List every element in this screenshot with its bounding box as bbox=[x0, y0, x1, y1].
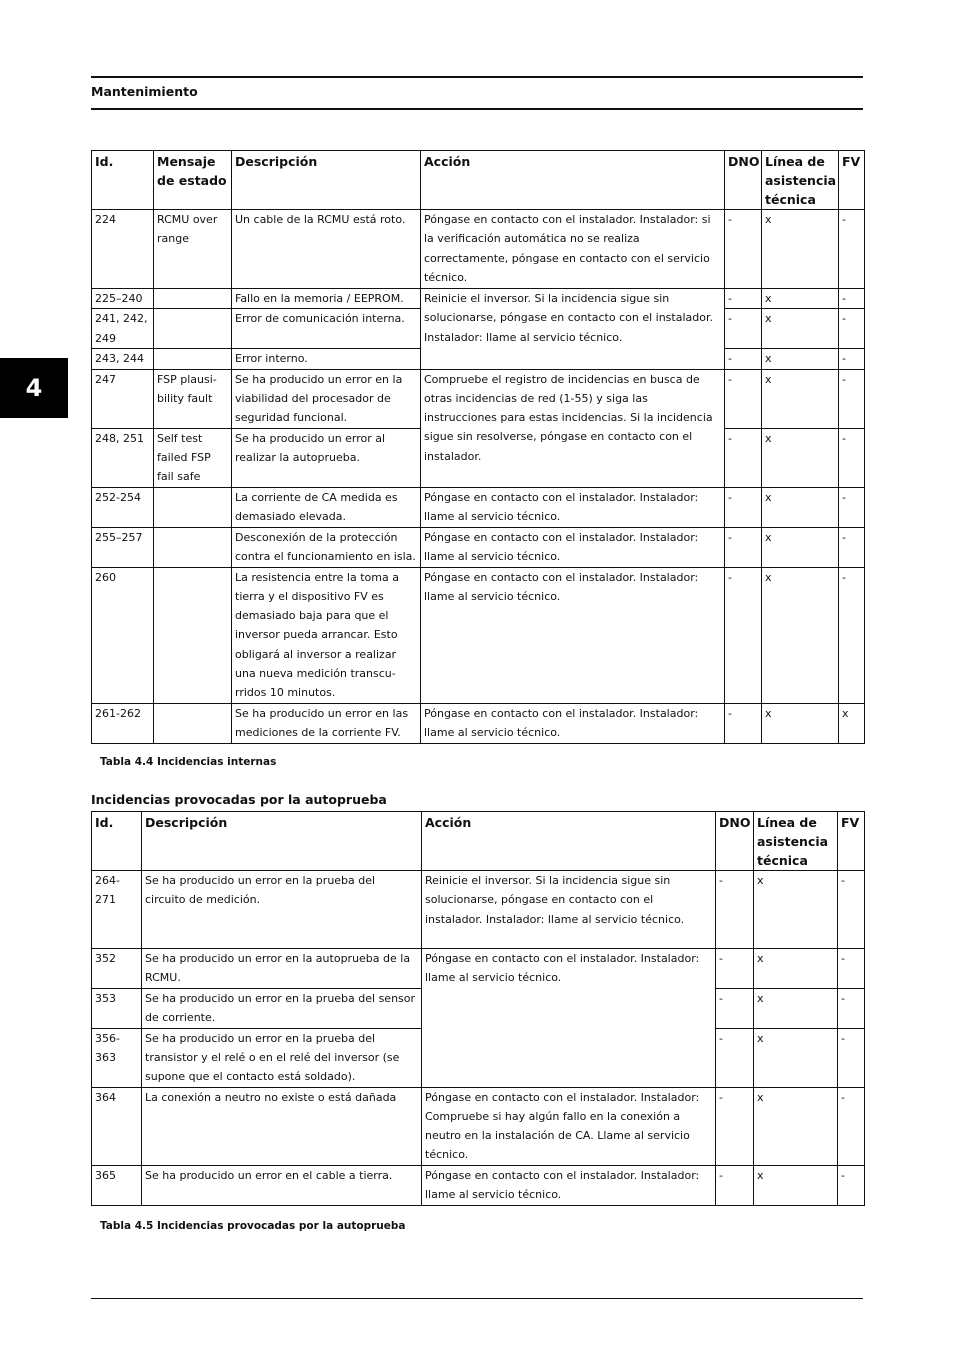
cell-action: Compruebe el registro de incidencias en busca de otras incidencias de red (1-55) y siga las instrucciones para estas incidencias. Si la incidencia sigue sin resolverse, póngase en contacto con el instalador. bbox=[421, 369, 725, 487]
cell-action: Póngase en contacto con el instalador. Instalador: llame al servicio técnico. bbox=[421, 567, 725, 703]
table-row bbox=[92, 1087, 865, 1165]
column-header-dno: DNO bbox=[725, 151, 762, 210]
cell-support-line: x bbox=[762, 289, 839, 309]
cell-dno: - bbox=[716, 871, 754, 949]
cell-dno: - bbox=[725, 369, 762, 428]
cell-dno: - bbox=[725, 567, 762, 703]
column-header-fv: FV bbox=[839, 151, 865, 210]
cell-id: 247 bbox=[92, 369, 154, 428]
header-bottom-rule bbox=[91, 108, 863, 110]
cell-action: Póngase en contacto con el instalador. Instalador: si la verificación automática no se realiza correctamente, póngase en contacto con el servicio técnico. bbox=[421, 210, 725, 289]
table-caption: Tabla 4.5 Incidencias provocadas por la autoprueba bbox=[100, 1220, 406, 1232]
cell-status bbox=[154, 527, 232, 567]
chapter-tab: 4 bbox=[0, 358, 68, 418]
cell-dno: - bbox=[716, 949, 754, 989]
cell-status: RCMU over range bbox=[154, 210, 232, 289]
cell-fv: - bbox=[839, 428, 865, 487]
cell-dno: - bbox=[716, 1028, 754, 1087]
column-header-description: Descripción bbox=[142, 812, 422, 871]
cell-fv: - bbox=[839, 349, 865, 369]
cell-dno: - bbox=[725, 289, 762, 309]
cell-status bbox=[154, 289, 232, 309]
cell-support-line: x bbox=[762, 210, 839, 289]
cell-fv: x bbox=[839, 703, 865, 743]
cell-action: Póngase en contacto con el instalador. Instalador: llame al servicio técnico. bbox=[422, 949, 716, 1088]
cell-id: 264-271 bbox=[92, 871, 142, 949]
cell-fv: - bbox=[838, 949, 865, 989]
table-row bbox=[92, 567, 865, 703]
cell-description: Se ha producido un error en las mediciones de la corriente FV. bbox=[232, 703, 421, 743]
header-top-rule bbox=[91, 76, 863, 78]
cell-fv: - bbox=[839, 210, 865, 289]
internal-events-table bbox=[91, 150, 865, 744]
cell-support-line: x bbox=[762, 567, 839, 703]
cell-dno: - bbox=[716, 1165, 754, 1205]
cell-id: 353 bbox=[92, 989, 142, 1029]
cell-status bbox=[154, 349, 232, 369]
column-header-dno: DNO bbox=[716, 812, 754, 871]
cell-description: Se ha producido un error al realizar la autoprueba. bbox=[232, 428, 421, 487]
cell-status bbox=[154, 567, 232, 703]
cell-support-line: x bbox=[754, 949, 838, 989]
cell-description: Se ha producido un error en la viabilidad del procesador de seguridad funcional. bbox=[232, 369, 421, 428]
cell-dno: - bbox=[725, 527, 762, 567]
cell-id: 365 bbox=[92, 1165, 142, 1205]
cell-fv: - bbox=[838, 1087, 865, 1165]
cell-support-line: x bbox=[762, 349, 839, 369]
cell-support-line: x bbox=[762, 487, 839, 527]
column-header-support-line: Línea de asistencia técnica bbox=[762, 151, 839, 210]
cell-id: 261-262 bbox=[92, 703, 154, 743]
cell-id: 248, 251 bbox=[92, 428, 154, 487]
cell-id: 252-254 bbox=[92, 487, 154, 527]
cell-description: Un cable de la RCMU está roto. bbox=[232, 210, 421, 289]
cell-status bbox=[154, 487, 232, 527]
table-row bbox=[92, 289, 865, 309]
column-header-id: Id. bbox=[92, 812, 142, 871]
column-header-fv: FV bbox=[838, 812, 865, 871]
cell-support-line: x bbox=[754, 1165, 838, 1205]
column-header-id: Id. bbox=[92, 151, 154, 210]
cell-fv: - bbox=[839, 369, 865, 428]
page-header-title: Mantenimiento bbox=[91, 84, 198, 99]
cell-status: Self test failed FSP fail safe bbox=[154, 428, 232, 487]
cell-fv: - bbox=[839, 527, 865, 567]
section-heading: Incidencias provocadas por la autoprueba bbox=[91, 792, 387, 807]
cell-action: Póngase en contacto con el instalador. Instalador: llame al servicio técnico. bbox=[421, 527, 725, 567]
self-test-events-table bbox=[91, 811, 865, 1206]
cell-fv: - bbox=[838, 1165, 865, 1205]
cell-id: 260 bbox=[92, 567, 154, 703]
cell-support-line: x bbox=[754, 871, 838, 949]
column-header-support-line: Línea de asistencia técnica bbox=[754, 812, 838, 871]
cell-id: 352 bbox=[92, 949, 142, 989]
table-header-row bbox=[92, 151, 865, 210]
cell-description: La corriente de CA medida es demasiado elevada. bbox=[232, 487, 421, 527]
table-row bbox=[92, 487, 865, 527]
cell-fv: - bbox=[839, 567, 865, 703]
cell-support-line: x bbox=[762, 309, 839, 349]
cell-support-line: x bbox=[762, 428, 839, 487]
cell-description: Se ha producido un error en la prueba del sensor de corriente. bbox=[142, 989, 422, 1029]
cell-id: 243, 244 bbox=[92, 349, 154, 369]
cell-id: 225–240 bbox=[92, 289, 154, 309]
cell-support-line: x bbox=[762, 527, 839, 567]
table-row bbox=[92, 369, 865, 428]
cell-action: Reinicie el inversor. Si la incidencia sigue sin solucionarse, póngase en contacto con el instalador. Instalador: llame al servicio técnico. bbox=[421, 289, 725, 370]
cell-description: Fallo en la memoria / EEPROM. bbox=[232, 289, 421, 309]
cell-dno: - bbox=[725, 703, 762, 743]
cell-description: Se ha producido un error en la autoprueba de la RCMU. bbox=[142, 949, 422, 989]
cell-support-line: x bbox=[754, 1028, 838, 1087]
cell-description: La conexión a neutro no existe o está dañada bbox=[142, 1087, 422, 1165]
column-header-action: Acción bbox=[422, 812, 716, 871]
cell-fv: - bbox=[839, 487, 865, 527]
cell-status bbox=[154, 703, 232, 743]
footer-rule bbox=[91, 1298, 863, 1299]
table-header-row bbox=[92, 812, 865, 871]
cell-support-line: x bbox=[754, 1087, 838, 1165]
table-row bbox=[92, 949, 865, 989]
cell-id: 255–257 bbox=[92, 527, 154, 567]
cell-dno: - bbox=[725, 210, 762, 289]
cell-fv: - bbox=[839, 309, 865, 349]
cell-fv: - bbox=[838, 1028, 865, 1087]
cell-action: Póngase en contacto con el instalador. Instalador: Compruebe si hay algún fallo en la conexión a neutro en la instalación de CA. Llame al servicio técnico. bbox=[422, 1087, 716, 1165]
table-caption: Tabla 4.4 Incidencias internas bbox=[100, 756, 277, 768]
table-row bbox=[92, 527, 865, 567]
column-header-status-message: Mensaje de estado bbox=[154, 151, 232, 210]
cell-id: 356-363 bbox=[92, 1028, 142, 1087]
cell-dno: - bbox=[725, 309, 762, 349]
column-header-action: Acción bbox=[421, 151, 725, 210]
cell-support-line: x bbox=[762, 703, 839, 743]
cell-dno: - bbox=[725, 428, 762, 487]
cell-fv: - bbox=[838, 989, 865, 1029]
cell-fv: - bbox=[839, 289, 865, 309]
cell-support-line: x bbox=[762, 369, 839, 428]
table-row bbox=[92, 703, 865, 743]
table-row bbox=[92, 210, 865, 289]
cell-description: Se ha producido un error en la prueba del circuito de medición. bbox=[142, 871, 422, 949]
cell-description: Error interno. bbox=[232, 349, 421, 369]
cell-dno: - bbox=[716, 1087, 754, 1165]
cell-description: Se ha producido un error en el cable a tierra. bbox=[142, 1165, 422, 1205]
cell-action: Póngase en contacto con el instalador. Instalador: llame al servicio técnico. bbox=[422, 1165, 716, 1205]
table-row bbox=[92, 1165, 865, 1205]
cell-status: FSP plausi-bility fault bbox=[154, 369, 232, 428]
cell-id: 241, 242, 249 bbox=[92, 309, 154, 349]
table-row bbox=[92, 871, 865, 949]
cell-id: 364 bbox=[92, 1087, 142, 1165]
cell-description: Error de comunicación interna. bbox=[232, 309, 421, 349]
cell-action: Póngase en contacto con el instalador. Instalador: llame al servicio técnico. bbox=[421, 487, 725, 527]
cell-dno: - bbox=[725, 349, 762, 369]
cell-support-line: x bbox=[754, 989, 838, 1029]
cell-status bbox=[154, 309, 232, 349]
cell-id: 224 bbox=[92, 210, 154, 289]
cell-dno: - bbox=[716, 989, 754, 1029]
cell-fv: - bbox=[838, 871, 865, 949]
cell-action: Reinicie el inversor. Si la incidencia sigue sin solucionarse, póngase en contacto con el instalador. Instalador: llame al servicio técnico. bbox=[422, 871, 716, 949]
cell-description: Desconexión de la protección contra el funcionamiento en isla. bbox=[232, 527, 421, 567]
cell-description: Se ha producido un error en la prueba del transistor y el relé o en el relé del inversor (se supone que el contacto está soldado). bbox=[142, 1028, 422, 1087]
cell-dno: - bbox=[725, 487, 762, 527]
cell-action: Póngase en contacto con el instalador. Instalador: llame al servicio técnico. bbox=[421, 703, 725, 743]
cell-description: La resistencia entre la toma a tierra y el dispositivo FV es demasiado baja para que el inversor pueda arrancar. Esto obligará al inversor a realizar una nueva medición transcu-rridos 10 minutos. bbox=[232, 567, 421, 703]
column-header-description: Descripción bbox=[232, 151, 421, 210]
